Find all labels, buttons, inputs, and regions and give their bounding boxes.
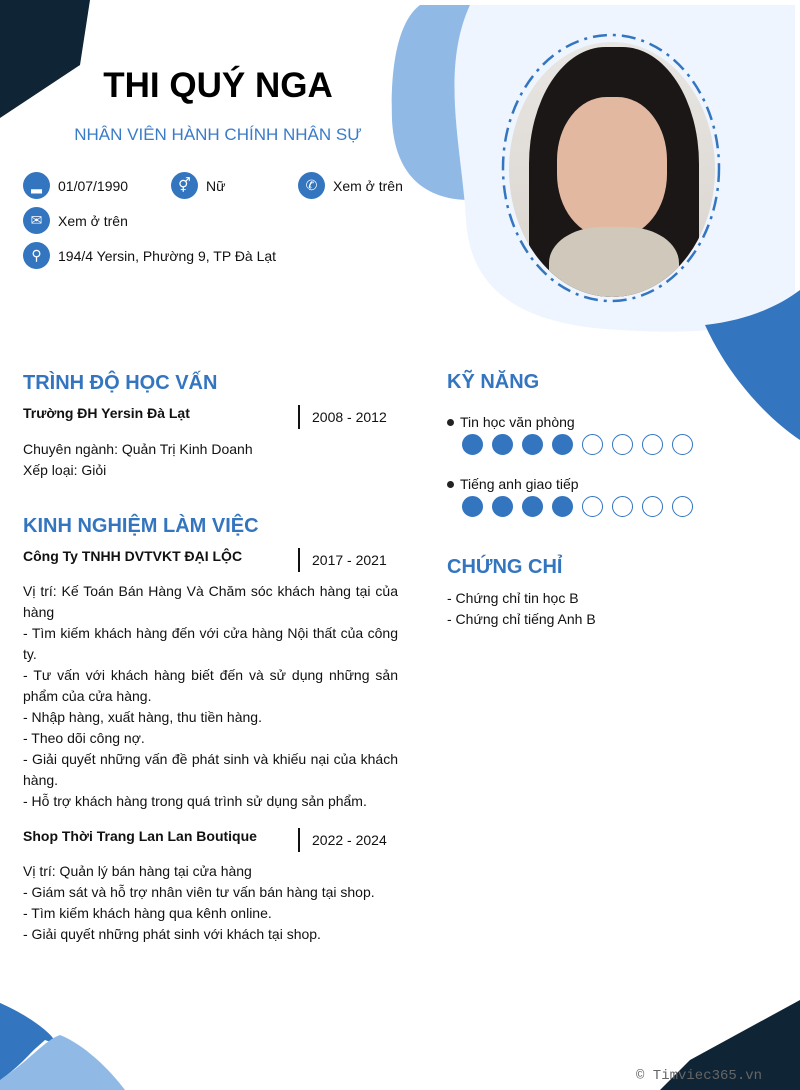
phone-item [298, 172, 403, 199]
candidate-name: THI QUÝ NGA [103, 66, 333, 105]
skill-name: Tiếng anh giao tiếp [447, 476, 693, 492]
job-row [23, 548, 398, 572]
phone-icon: ✆ [298, 172, 325, 199]
job-line: - Tìm kiếm khách hàng đến với cửa hàng Nội thất của công ty. [23, 625, 398, 662]
birthday-text: 01/07/1990 [58, 177, 129, 194]
skill-dot-filled [462, 496, 483, 517]
job-line: - Tìm kiếm khách hàng qua kênh online. [23, 905, 272, 921]
job-period: 2022 - 2024 [298, 828, 398, 852]
job-line: Vị trí: Quản lý bán hàng tại cửa hàng [23, 863, 252, 879]
major: Chuyên ngành: Quản Trị Kinh Doanh [23, 441, 253, 457]
job-title: NHÂN VIÊN HÀNH CHÍNH NHÂN SỰ [74, 125, 362, 144]
job-line: - Giải quyết những phát sinh với khách tại shop. [23, 926, 321, 942]
skill-dot-empty [672, 434, 693, 455]
company-name: Công Ty TNHH DVTVKT ĐẠI LỘC [23, 548, 243, 564]
phone-text: Xem ở trên [333, 177, 403, 194]
envelope-icon: ✉ [23, 207, 50, 234]
address-item [23, 242, 276, 269]
education-heading: TRÌNH ĐỘ HỌC VẤN [23, 372, 218, 394]
certificate-item: - Chứng chỉ tiếng Anh B [447, 611, 596, 627]
skill-dot-empty [612, 434, 633, 455]
education-details [23, 439, 398, 481]
job-line: - Giải quyết những vấn đề phát sinh và khiếu nại của khách hàng. [23, 751, 398, 788]
skill-dot-empty [672, 496, 693, 517]
birthday-item [23, 172, 128, 199]
certificates-heading: CHỨNG CHỈ [447, 556, 563, 578]
skill-dot-filled [522, 496, 543, 517]
job-row [23, 828, 398, 852]
skill-level-dots [462, 434, 693, 455]
skill-dot-filled [522, 434, 543, 455]
skill-dot-filled [552, 496, 573, 517]
education-period: 2008 - 2012 [298, 405, 398, 429]
job-line: - Hỗ trợ khách hàng trong quá trình sử dụng sản phẩm. [23, 793, 367, 809]
job-line: - Giám sát và hỗ trợ nhân viên tư vấn bán hàng tại shop. [23, 884, 375, 900]
skill-dot-filled [552, 434, 573, 455]
job-details [23, 581, 398, 812]
skill-dot-filled [492, 434, 513, 455]
grade: Xếp loại: Giỏi [23, 462, 107, 478]
job-period: 2017 - 2021 [298, 548, 398, 572]
skill-dot-empty [582, 434, 603, 455]
skill-dot-empty [612, 496, 633, 517]
gender-icon: ⚥ [171, 172, 198, 199]
certificates-list [447, 588, 596, 630]
job-line: Vị trí: Kế Toán Bán Hàng Và Chăm sóc khách hàng tại của hàng [23, 583, 398, 620]
skill-dot-empty [642, 434, 663, 455]
company-name: Shop Thời Trang Lan Lan Boutique [23, 828, 257, 844]
skill-dot-empty [582, 496, 603, 517]
gender-text: Nữ [206, 177, 226, 194]
address-text: 194/4 Yersin, Phường 9, TP Đà Lạt [58, 247, 277, 264]
skills-heading: KỸ NĂNG [447, 371, 540, 393]
skill-item [447, 476, 693, 517]
job-line: - Theo dõi công nợ. [23, 730, 145, 746]
gender-item [171, 172, 225, 199]
job-line: - Nhập hàng, xuất hàng, thu tiền hàng. [23, 709, 262, 725]
email-text: Xem ở trên [58, 212, 128, 229]
profile-photo [509, 42, 715, 297]
experience-heading: KINH NGHIỆM LÀM VIỆC [23, 515, 259, 537]
certificate-item: - Chứng chỉ tin học B [447, 590, 579, 606]
map-pin-icon: ⚲ [23, 242, 50, 269]
skill-item [447, 414, 693, 455]
skill-level-dots [462, 496, 693, 517]
education-row [23, 405, 398, 429]
skill-dot-filled [492, 496, 513, 517]
skill-name: Tin học văn phòng [447, 414, 693, 430]
job-line: - Tư vấn với khách hàng biết đến và sử dụng những sản phẩm của cửa hàng. [23, 667, 398, 704]
job-details [23, 861, 398, 945]
email-item [23, 207, 128, 234]
skill-dot-empty [642, 496, 663, 517]
watermark: © Timviec365.vn [636, 1068, 763, 1084]
cake-icon: ▂ [23, 172, 50, 199]
school-name: Trường ĐH Yersin Đà Lạt [23, 405, 190, 421]
skill-dot-filled [462, 434, 483, 455]
